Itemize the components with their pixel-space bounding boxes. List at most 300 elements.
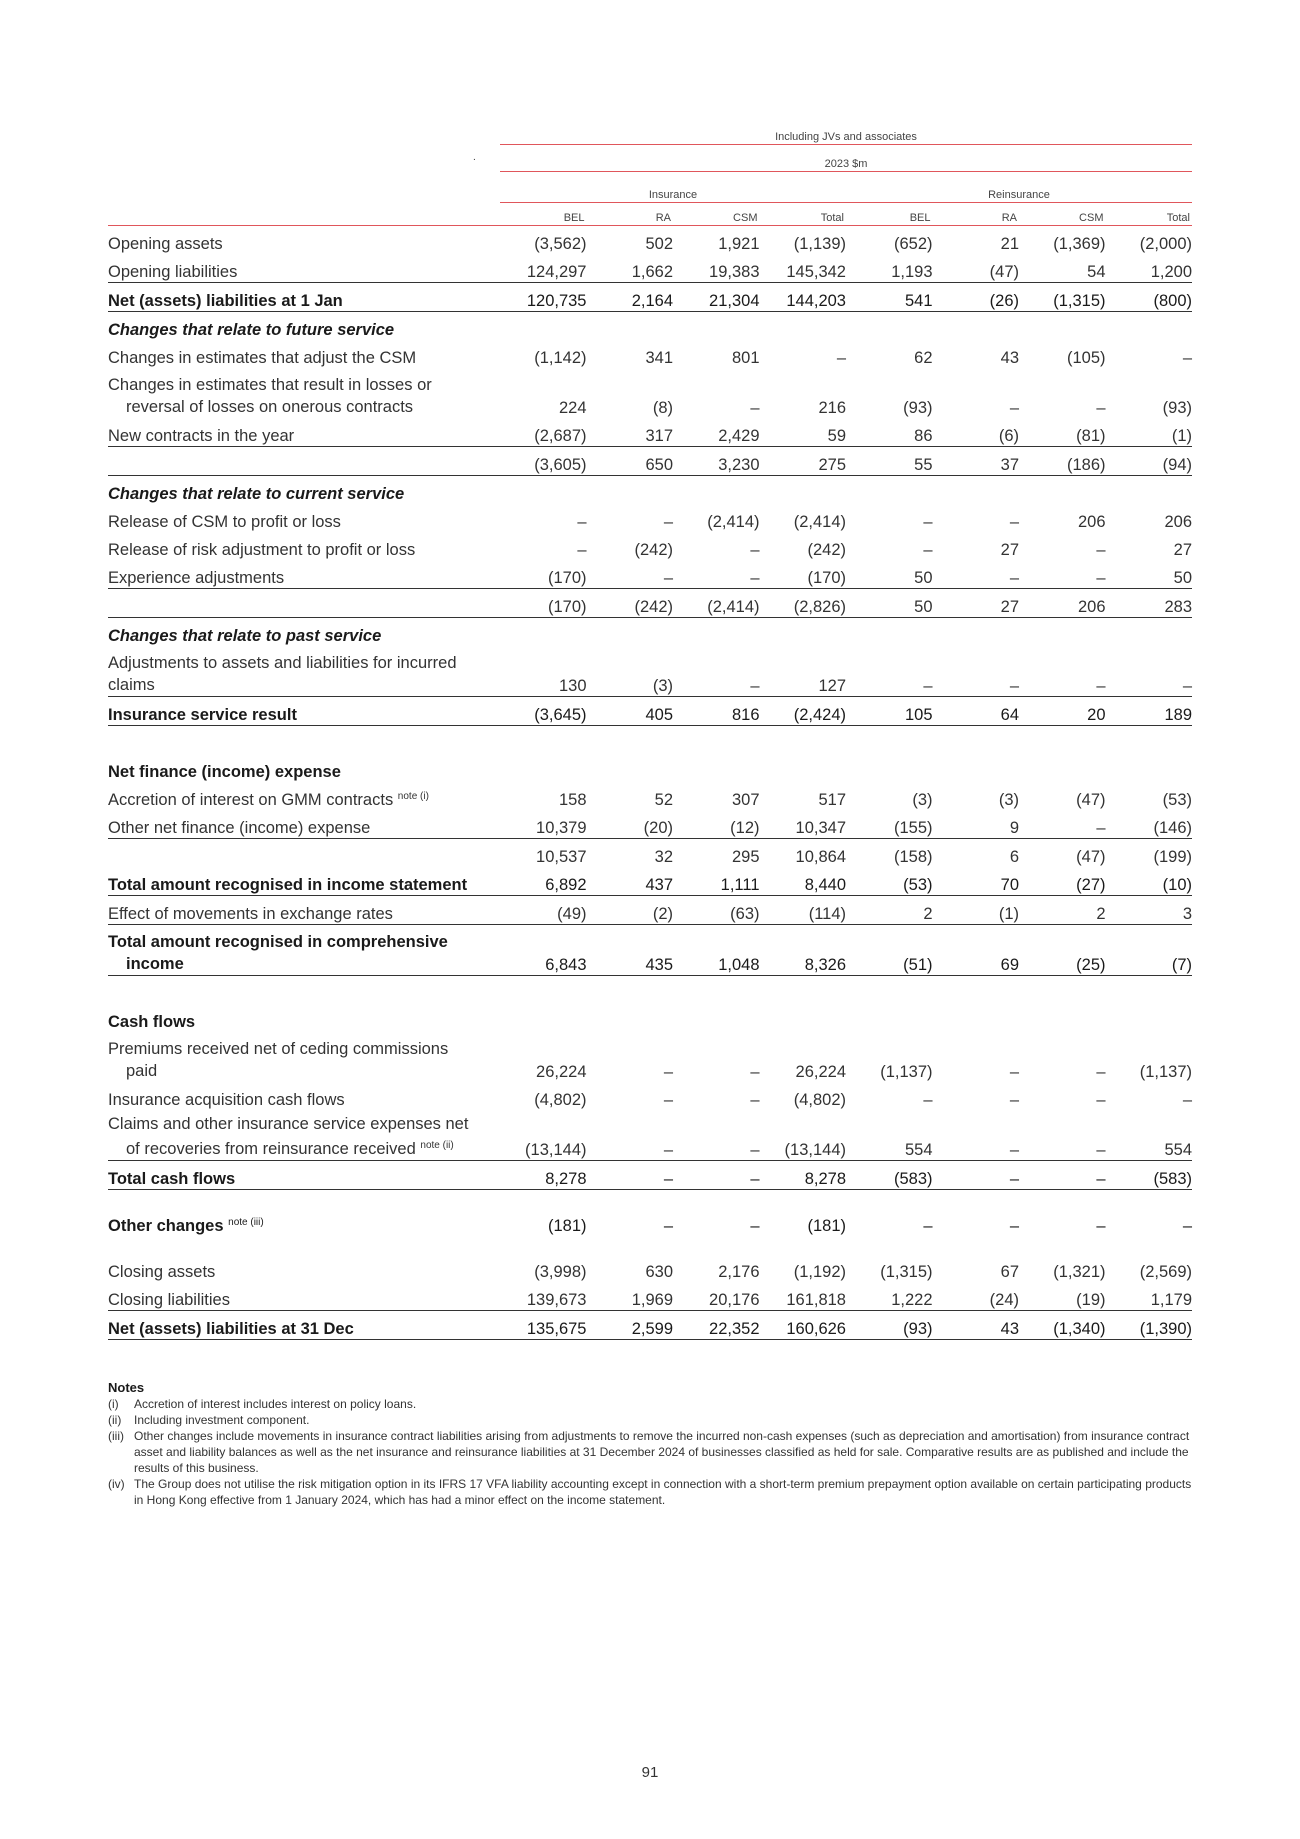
table-cell: 10,537: [536, 848, 587, 866]
row-label: Release of risk adjustment to profit or loss: [108, 541, 416, 559]
table-cell: –: [587, 1110, 674, 1161]
table-cell: (652): [846, 226, 933, 255]
row-label-line: Adjustments to assets and liabilities for incurred: [108, 654, 457, 672]
table-cell: 8,278: [500, 1161, 587, 1190]
row-label-text: Other changes: [108, 1217, 224, 1235]
table-cell: (51): [846, 925, 933, 976]
table-cell: (158): [893, 848, 933, 866]
table-cell: (6): [933, 418, 1020, 447]
table-cell: 307: [731, 791, 760, 809]
table-cell: 43: [933, 1311, 1020, 1340]
table-cell: 2,176: [718, 1263, 760, 1281]
table-cell: 341: [645, 349, 673, 367]
table-cell: (114): [760, 896, 847, 925]
table-cell: 158: [558, 791, 587, 809]
table-cell: 275: [760, 447, 847, 476]
subtotal-row: [108, 589, 1192, 618]
table-cell: 62: [914, 349, 933, 367]
row-label: [108, 1032, 500, 1082]
table-cell: 10,379: [500, 810, 587, 839]
table-cell: 105: [846, 697, 933, 726]
table-cell: 37: [933, 447, 1020, 476]
table-cell: 10,347: [760, 810, 847, 839]
table-row: [108, 226, 1192, 255]
table-cell: (4,802): [534, 1091, 587, 1109]
table-row: [108, 1082, 1192, 1110]
table-cell: (242): [634, 541, 673, 559]
column-header: Total: [1106, 203, 1193, 226]
table-cell: (12): [673, 810, 760, 839]
table-cell: –: [1019, 810, 1106, 839]
table-cell: –: [1182, 349, 1192, 367]
table-row: [108, 560, 1192, 589]
table-row: [108, 1110, 1192, 1161]
table-cell: (20): [587, 810, 674, 839]
table-cell: –: [673, 1161, 760, 1190]
table-cell: 8,326: [760, 925, 847, 976]
table-cell: –: [923, 1217, 933, 1235]
header-group-row: [108, 172, 1192, 203]
table-cell: –: [933, 1110, 1020, 1161]
table-cell: 1,200: [1150, 263, 1192, 281]
table-row: [108, 504, 1192, 532]
table-cell: (186): [1019, 447, 1106, 476]
table-cell: –: [1096, 1091, 1106, 1109]
table-cell: (47): [1076, 848, 1106, 866]
section-heading-row: [108, 312, 1192, 341]
table-cell: 64: [933, 697, 1020, 726]
note-ref: note (iii): [228, 1217, 264, 1228]
table-cell: 630: [645, 1263, 673, 1281]
table-cell: 189: [1106, 697, 1193, 726]
table-cell: (2,424): [760, 697, 847, 726]
table-cell: 6,843: [500, 925, 587, 976]
table-cell: –: [577, 513, 587, 531]
table-cell: 2,599: [587, 1311, 674, 1340]
table-cell: 8,278: [760, 1161, 847, 1190]
header-group-reinsurance: Reinsurance: [846, 172, 1192, 203]
table-cell: (47): [989, 263, 1019, 281]
row-label: Opening liabilities: [108, 263, 238, 281]
table-cell: (93): [1162, 399, 1192, 417]
table-cell: (1,315): [1019, 283, 1106, 312]
note-ref: note (ii): [420, 1140, 454, 1151]
table-row: [108, 283, 1192, 312]
section-heading: Changes that relate to future service: [108, 321, 395, 339]
row-label: Release of CSM to profit or loss: [108, 513, 341, 531]
table-cell: (2,414): [793, 513, 846, 531]
row-label-line: reversal of losses on onerous contracts: [126, 398, 414, 416]
table-row: [108, 1032, 1192, 1082]
table-cell: (1,369): [1019, 226, 1106, 255]
note-item: [108, 1412, 1192, 1428]
table-cell: 1,111: [673, 867, 760, 896]
table-cell: 10,864: [795, 848, 846, 866]
table-cell: (242): [807, 541, 846, 559]
row-label: Net (assets) liabilities at 31 Dec: [108, 1311, 500, 1340]
table-cell: (583): [846, 1161, 933, 1190]
notes-section: [108, 1380, 1192, 1508]
column-header: RA: [587, 203, 674, 226]
table-cell: 541: [846, 283, 933, 312]
row-label-line: Premiums received net of ceding commissions: [108, 1040, 449, 1058]
table-cell: –: [1009, 1217, 1019, 1235]
table-cell: 517: [818, 791, 846, 809]
table-cell: 206: [1164, 513, 1192, 531]
table-row: [108, 1254, 1192, 1282]
header-year-span: 2023 $m: [500, 145, 1192, 172]
table-cell: 8,440: [760, 867, 847, 896]
table-cell: 69: [933, 925, 1020, 976]
row-label: [108, 646, 500, 697]
row-label-line: claims: [108, 676, 155, 694]
table-cell: 2: [846, 896, 933, 925]
table-cell: 554: [1106, 1110, 1193, 1161]
row-label: [108, 925, 500, 976]
table-cell: –: [750, 541, 760, 559]
table-row: [108, 254, 1192, 283]
table-cell: 283: [1106, 589, 1193, 618]
table-cell: (13,144): [760, 1110, 847, 1161]
row-label-line: Total amount recognised in comprehensive: [108, 933, 448, 951]
table-cell: –: [1019, 1161, 1106, 1190]
table-cell: 1,969: [587, 1282, 674, 1311]
table-cell: (199): [1153, 848, 1192, 866]
header-year-row: [108, 145, 1192, 172]
table-cell: (3): [912, 791, 933, 809]
table-cell: (1): [1106, 418, 1193, 447]
table-cell: –: [663, 513, 673, 531]
table-cell: 86: [846, 418, 933, 447]
table-cell: 1,662: [631, 263, 673, 281]
table-cell: 801: [731, 349, 760, 367]
table-cell: 6: [1009, 848, 1019, 866]
table-cell: 70: [933, 867, 1020, 896]
table-cell: 1,193: [891, 263, 933, 281]
table-cell: –: [933, 1161, 1020, 1190]
table-cell: –: [1019, 1110, 1106, 1161]
row-label: Insurance acquisition cash flows: [108, 1091, 345, 1109]
table-cell: 206: [1077, 513, 1106, 531]
table-cell: (1): [933, 896, 1020, 925]
table-cell: –: [750, 399, 760, 417]
table-cell: 435: [587, 925, 674, 976]
table-cell: –: [673, 1110, 760, 1161]
table-cell: 27: [933, 589, 1020, 618]
column-header: BEL: [500, 203, 587, 226]
table-cell: 317: [587, 418, 674, 447]
table-cell: 127: [760, 646, 847, 697]
table-cell: (49): [500, 896, 587, 925]
row-label: Effect of movements in exchange rates: [108, 896, 500, 925]
table-cell: (24): [933, 1282, 1020, 1311]
table-cell: 21: [933, 226, 1020, 255]
table-cell: –: [1096, 399, 1106, 417]
table-row: [108, 810, 1192, 839]
table-cell: 27: [1000, 541, 1019, 559]
table-cell: 161,818: [760, 1282, 847, 1311]
table-cell: –: [846, 646, 933, 697]
row-label: Total cash flows: [108, 1161, 500, 1190]
row-label-line: income: [126, 955, 184, 973]
table-cell: –: [1096, 1063, 1106, 1081]
table-cell: (13,144): [500, 1110, 587, 1161]
section-heading-row: [108, 754, 1192, 782]
table-row: [108, 867, 1192, 896]
table-row: [108, 532, 1192, 560]
table-cell: 405: [587, 697, 674, 726]
table-cell: (81): [1019, 418, 1106, 447]
table-cell: 22,352: [673, 1311, 760, 1340]
table-cell: 1,048: [673, 925, 760, 976]
movement-table: [108, 124, 1192, 1340]
table-cell: 160,626: [760, 1311, 847, 1340]
row-label: Other net finance (income) expense: [108, 810, 500, 839]
table-cell: –: [923, 541, 933, 559]
table-cell: 206: [1019, 589, 1106, 618]
table-cell: 1,222: [846, 1282, 933, 1311]
table-cell: (53): [846, 867, 933, 896]
subtotal-row: [108, 839, 1192, 868]
page-number: 91: [641, 1764, 659, 1781]
table-cell: 2,429: [673, 418, 760, 447]
row-label: Net (assets) liabilities at 1 Jan: [108, 283, 500, 312]
header-top-row: [108, 124, 1192, 145]
table-cell: (27): [1019, 867, 1106, 896]
table-cell: –: [663, 1091, 673, 1109]
note-item: [108, 1428, 1192, 1476]
table-cell: 27: [1173, 541, 1192, 559]
header-top-span: Including JVs and associates: [500, 124, 1192, 145]
table-row: [108, 418, 1192, 447]
notes-title: Notes: [108, 1380, 145, 1395]
note-text: Accretion of interest includes interest on policy loans.: [134, 1397, 417, 1411]
table-cell: 20,176: [673, 1282, 760, 1311]
table-cell: (155): [846, 810, 933, 839]
note-ref: (ii): [108, 1413, 122, 1427]
row-label: Insurance service result: [108, 697, 500, 726]
table-cell: 216: [818, 399, 846, 417]
section-heading-row: [108, 476, 1192, 505]
table-cell: (10): [1106, 867, 1193, 896]
row-label: Changes in estimates that adjust the CSM: [108, 349, 417, 367]
table-cell: –: [923, 1091, 933, 1109]
table-cell: (1,137): [1139, 1063, 1192, 1081]
row-label: Closing liabilities: [108, 1282, 500, 1311]
table-cell: 135,675: [500, 1311, 587, 1340]
table-cell: 59: [760, 418, 847, 447]
table-cell: 52: [654, 791, 673, 809]
table-cell: 144,203: [760, 283, 847, 312]
table-cell: –: [1019, 646, 1106, 697]
table-cell: (1,139): [760, 226, 847, 255]
row-label: Closing assets: [108, 1263, 216, 1281]
table-cell: (2,826): [760, 589, 847, 618]
table-cell: (583): [1106, 1161, 1193, 1190]
table-cell: 650: [587, 447, 674, 476]
note-ref: (iv): [108, 1477, 125, 1491]
table-cell: (93): [903, 399, 933, 417]
row-label: [108, 368, 500, 418]
table-cell: (3,645): [500, 697, 587, 726]
table-cell: (170): [500, 589, 587, 618]
table-cell: –: [1019, 560, 1106, 589]
table-cell: (2,687): [500, 418, 587, 447]
table-cell: –: [933, 646, 1020, 697]
note-ref: (iii): [108, 1429, 124, 1443]
table-cell: (3,562): [500, 226, 587, 255]
table-cell: (1,321): [1053, 1263, 1106, 1281]
table-cell: –: [750, 1063, 760, 1081]
table-cell: (181): [807, 1217, 846, 1235]
table-cell: 139,673: [500, 1282, 587, 1311]
table-cell: 54: [1087, 263, 1106, 281]
column-header: RA: [933, 203, 1020, 226]
note-text: Including investment component.: [134, 1413, 310, 1427]
table-cell: –: [577, 541, 587, 559]
row-label-line: paid: [126, 1062, 158, 1080]
table-cell: 2: [1019, 896, 1106, 925]
table-cell: –: [1106, 646, 1193, 697]
table-cell: (3): [998, 791, 1019, 809]
table-row: [108, 646, 1192, 697]
table-cell: –: [1096, 1217, 1106, 1235]
section-heading: Net finance (income) expense: [108, 763, 341, 781]
table-cell: 437: [587, 867, 674, 896]
table-row: [108, 925, 1192, 976]
row-label: [108, 782, 500, 810]
table-cell: 19,383: [709, 263, 760, 281]
row-label: [108, 1110, 500, 1161]
row-label: Total amount recognised in income statement: [108, 867, 500, 896]
table-cell: –: [1096, 541, 1106, 559]
table-cell: (3,605): [500, 447, 587, 476]
table-cell: (2,000): [1106, 226, 1193, 255]
table-cell: (105): [1066, 349, 1106, 367]
table-cell: –: [673, 646, 760, 697]
section-heading: Changes that relate to past service: [108, 627, 382, 645]
table-cell: –: [836, 349, 846, 367]
table-cell: (7): [1106, 925, 1193, 976]
table-cell: (93): [846, 1311, 933, 1340]
note-item: [108, 1476, 1192, 1508]
column-header: CSM: [1019, 203, 1106, 226]
table-cell: 50: [846, 560, 933, 589]
table-cell: –: [1009, 399, 1019, 417]
table-cell: –: [750, 1091, 760, 1109]
table-cell: (2,414): [673, 589, 760, 618]
table-cell: (170): [760, 560, 847, 589]
table-cell: (1,390): [1106, 1311, 1193, 1340]
table-cell: (3,998): [534, 1263, 587, 1281]
table-cell: 120,735: [500, 283, 587, 312]
table-cell: (1,137): [880, 1063, 933, 1081]
table-row: [108, 1161, 1192, 1190]
table-cell: 124,297: [526, 263, 587, 281]
table-row: [108, 1208, 1192, 1236]
table-cell: –: [673, 560, 760, 589]
note-ref: note (i): [397, 791, 429, 802]
column-header: CSM: [673, 203, 760, 226]
table-cell: (2,414): [707, 513, 760, 531]
table-cell: 67: [1000, 1263, 1019, 1281]
stray-dot: .: [473, 152, 476, 163]
table-cell: (2,569): [1139, 1263, 1192, 1281]
table-cell: 20: [1019, 697, 1106, 726]
table-cell: (47): [1076, 791, 1106, 809]
table-cell: 50: [1106, 560, 1193, 589]
table-row: [108, 697, 1192, 726]
table-cell: (19): [1019, 1282, 1106, 1311]
table-cell: –: [587, 560, 674, 589]
table-cell: 2,164: [587, 283, 674, 312]
table-cell: –: [1009, 513, 1019, 531]
table-cell: (1,340): [1019, 1311, 1106, 1340]
table-cell: 9: [933, 810, 1020, 839]
subtotal-row: [108, 447, 1192, 476]
table-cell: –: [587, 1161, 674, 1190]
table-cell: –: [663, 1063, 673, 1081]
column-header: Total: [760, 203, 847, 226]
table-cell: (1,142): [534, 349, 587, 367]
row-label-line: of recoveries from reinsurance received: [126, 1140, 416, 1158]
table-cell: 145,342: [786, 263, 846, 281]
table-cell: (25): [1019, 925, 1106, 976]
table-cell: (1,315): [880, 1263, 933, 1281]
table-cell: (63): [673, 896, 760, 925]
table-row: [108, 896, 1192, 925]
row-label: [108, 1208, 500, 1236]
section-heading-row: [108, 618, 1192, 647]
table-cell: 43: [1000, 349, 1019, 367]
table-cell: (2): [587, 896, 674, 925]
row-label: Experience adjustments: [108, 560, 500, 589]
table-cell: –: [663, 1217, 673, 1235]
row-label-line: Claims and other insurance service expenses net: [108, 1115, 469, 1133]
row-label-text: Accretion of interest on GMM contracts: [108, 791, 394, 809]
table-cell: (800): [1106, 283, 1193, 312]
table-row: [108, 782, 1192, 810]
note-ref: (i): [108, 1397, 119, 1411]
table-cell: (94): [1106, 447, 1193, 476]
table-cell: –: [1009, 1063, 1019, 1081]
note-text: The Group does not utilise the risk mitigation option in its IFRS 17 VFA liability accounting except in connection with a short-term premium prepayment option available on certain participating products in Hong Kong effective from 1 January 2024, which has had a minor effect on the income statement.: [134, 1477, 1192, 1507]
table-cell: (53): [1162, 791, 1192, 809]
row-label: Opening assets: [108, 226, 500, 255]
column-header: BEL: [846, 203, 933, 226]
table-cell: –: [933, 560, 1020, 589]
table-cell: (181): [547, 1217, 587, 1235]
table-row: [108, 1282, 1192, 1311]
table-cell: 1,921: [673, 226, 760, 255]
note-text: Other changes include movements in insurance contract liabilities arising from adjustments to remove the incurred non-cash expenses (such as depreciation and amortisation) from insurance contract asset and liability balances as well as the net insurance and reinsurance liabilities at 31 December 2024 of businesses classified as held for sale. Comparative results are as published and include the results of this business.: [134, 1429, 1190, 1475]
table-cell: 1,179: [1106, 1282, 1193, 1311]
table-cell: 295: [731, 848, 760, 866]
section-heading: Changes that relate to current service: [108, 485, 405, 503]
table-cell: (146): [1106, 810, 1193, 839]
note-item: [108, 1396, 1192, 1412]
table-cell: –: [923, 513, 933, 531]
table-cell: (26): [933, 283, 1020, 312]
header-columns-row: [108, 203, 1192, 226]
table-cell: 224: [558, 399, 587, 417]
table-cell: 130: [500, 646, 587, 697]
table-row: [108, 1311, 1192, 1340]
table-cell: (170): [500, 560, 587, 589]
section-heading-row: [108, 1004, 1192, 1032]
table-cell: 502: [587, 226, 674, 255]
row-label-line: Changes in estimates that result in losses or: [108, 376, 432, 394]
